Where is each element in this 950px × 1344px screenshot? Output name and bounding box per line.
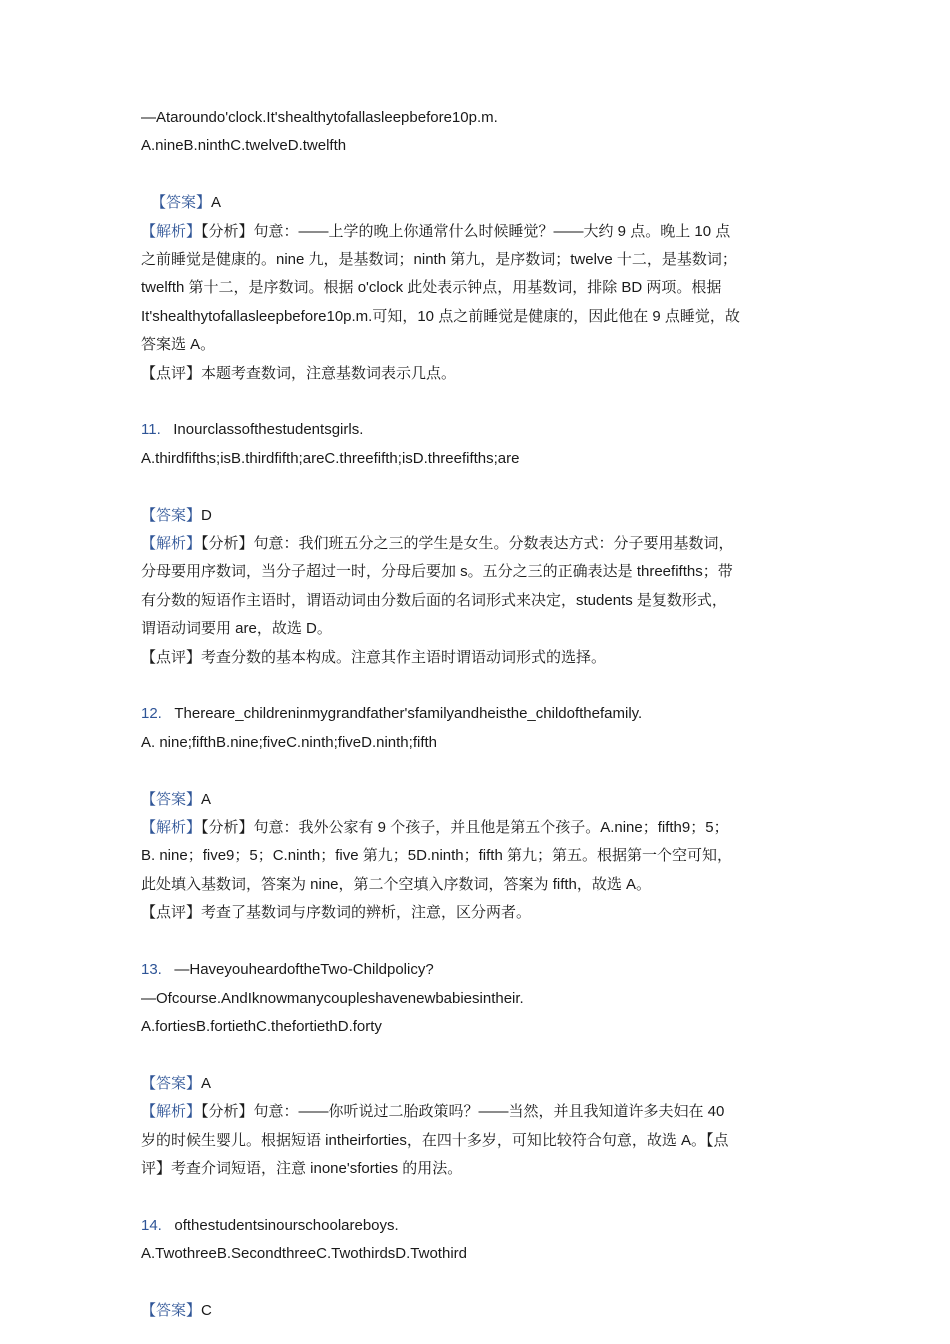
answer-tag: 【答案】 bbox=[141, 1301, 202, 1319]
q11-question: 11. Inourclassofthestudentsgirls. bbox=[141, 421, 364, 439]
document-page bbox=[141, 104, 821, 1325]
answer-value: C bbox=[201, 1301, 212, 1319]
question-number: 11. bbox=[141, 421, 161, 439]
q14-options: A.TwothreeB.SecondthreeC.TwothirdsD.Twothird bbox=[141, 1245, 467, 1263]
answer-tag: 【答案】 bbox=[151, 194, 212, 212]
answer-value: A bbox=[201, 1074, 212, 1092]
q13-analysis-line: 评】考查介词短语，注意 inone'sforties 的用法。 bbox=[141, 1159, 463, 1177]
q14-question: 14. ofthestudentsinourschoolareboys. bbox=[141, 1216, 399, 1234]
q11-analysis-line: 有分数的短语作主语时，谓语动词由分数后面的名词形式来决定，students 是复数形式， bbox=[141, 591, 727, 609]
q11-options: A.thirdfifths;isB.thirdfifth;areC.threefifth;isD.threefifths;are bbox=[141, 449, 520, 467]
q12-options: A. nine;fifthB.nine;fiveC.ninth;fiveD.ninth;fifth bbox=[141, 733, 437, 751]
answer-value: A bbox=[201, 790, 212, 808]
q10-answer bbox=[141, 189, 821, 217]
q12-question: 12. Thereare_childreninmygrandfather'sfamilyandheisthe_childofthefamily. bbox=[141, 705, 643, 723]
q10-analysis-line: It'shealthytofallasleepbefore10p.m.可知，10 点之前睡觉是健康的，因此他在 9 点睡觉，故 bbox=[141, 307, 740, 325]
q14-answer bbox=[141, 1297, 821, 1325]
q12-analysis-line: 此处填入基数词，答案为 nine，第二个空填入序数词，答案为 fifth，故选 A。 bbox=[141, 875, 652, 893]
q12-analysis-line: B. nine；five9；5；C.ninth；five 第九；5D.ninth；fifth 第九；第五。根据第一个空可知， bbox=[141, 847, 732, 865]
answer-value: A bbox=[211, 194, 222, 212]
q10-analysis-line: twelfth 第十二，是序数词。根据 o'clock 此处表示钟点，用基数词，排除 BD 两项。根据 bbox=[141, 279, 722, 297]
q10-analysis-line: 之前睡觉是健康的。nine 九，是基数词；ninth 第九，是序数词；twelve 十二，是基数词； bbox=[141, 251, 737, 269]
q13-line: —Ofcourse.AndIknowmanycoupleshavenewbabiesintheir. bbox=[141, 989, 524, 1007]
q10-options: A.nineB.ninthC.twelveD.twelfth bbox=[141, 137, 347, 155]
q13-question: 13. —HaveyouheardoftheTwo-Childpolicy? bbox=[141, 961, 434, 979]
q11-analysis-line: 谓语动词要用 are，故选 D。 bbox=[141, 620, 332, 638]
question-number: 12. bbox=[141, 705, 162, 723]
q12-answer bbox=[141, 786, 821, 814]
q11-answer bbox=[141, 502, 821, 530]
q11-comment: 【点评】考查分数的基本构成。注意其作主语时谓语动词形式的选择。 bbox=[141, 648, 607, 666]
analysis-tag: 【解析】 bbox=[141, 1103, 202, 1121]
q13-analysis-line: 岁的时候生婴儿。根据短语 intheirforties，在四十多岁，可知比较符合句意，故选 A。【点 bbox=[141, 1131, 729, 1149]
analysis-tag: 【解析】 bbox=[141, 819, 202, 837]
answer-value: D bbox=[201, 506, 212, 524]
q10-analysis-line: 答案选 A。 bbox=[141, 336, 216, 354]
q11-analysis-line: 分母要用序数词，当分子超过一时，分母后要加 s。五分之三的正确表达是 threefifths；带 bbox=[141, 563, 733, 581]
question-number: 14. bbox=[141, 1216, 162, 1234]
q10-comment: 【点评】本题考查数词，注意基数词表示几点。 bbox=[141, 364, 457, 382]
q13-answer bbox=[141, 1070, 821, 1098]
q13-options: A.fortiesB.fortiethC.thefortiethD.forty bbox=[141, 1017, 382, 1035]
answer-tag: 【答案】 bbox=[141, 1074, 202, 1092]
answer-tag: 【答案】 bbox=[141, 506, 202, 524]
q12-comment: 【点评】考查了基数词与序数词的辨析，注意，区分两者。 bbox=[141, 904, 532, 922]
q13-analysis-line: 【解析】【分析】句意：——你听说过二胎政策吗？——当然，并且我知道许多夫妇在 40 bbox=[141, 1103, 725, 1121]
q12-analysis-line: 【解析】【分析】句意：我外公家有 9 个孩子，并且他是第五个孩子。A.nine；fifth9；5； bbox=[141, 819, 729, 837]
answer-tag: 【答案】 bbox=[141, 790, 202, 808]
question-number: 13. bbox=[141, 961, 162, 979]
q10-analysis-line: 【解析】【分析】句意：——上学的晚上你通常什么时候睡觉？——大约 9 点。晚上 10 点 bbox=[141, 222, 731, 240]
q10-line: —Ataroundo'clock.It'shealthytofallasleepbefore10p.m. bbox=[141, 109, 498, 126]
analysis-tag: 【解析】 bbox=[141, 535, 202, 553]
q11-analysis-line: 【解析】【分析】句意：我们班五分之三的学生是女生。分数表达方式：分子要用基数词， bbox=[141, 535, 734, 553]
analysis-tag: 【解析】 bbox=[141, 222, 202, 240]
